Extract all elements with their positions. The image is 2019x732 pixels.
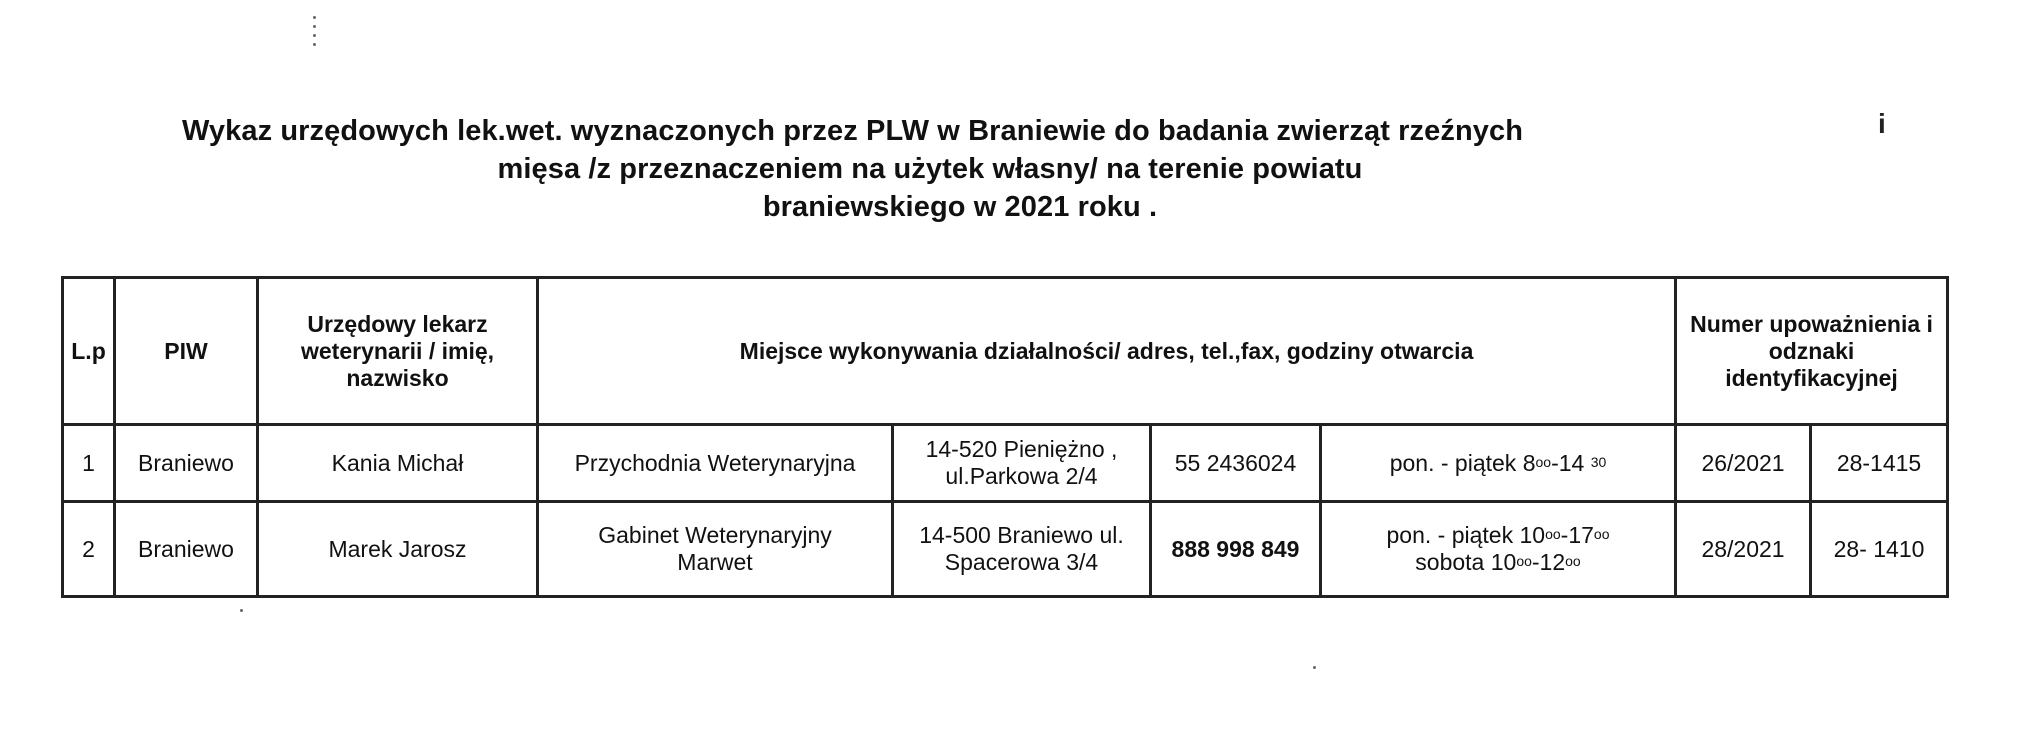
hours-superscript-end: 30 — [1590, 453, 1607, 470]
header-piw: PIW — [115, 278, 258, 425]
hours-line-2-start: sobota 10 — [1415, 549, 1517, 575]
hours-line-2-end: -12 — [1531, 549, 1566, 575]
title-line-3: braniewskiego w 2021 roku . — [762, 191, 1158, 223]
cell-piw: Braniewo — [115, 502, 258, 597]
hours-separator: -14 — [1551, 449, 1591, 476]
vets-table — [61, 276, 1949, 598]
clinic-line-2: Marwet — [677, 549, 753, 575]
cell-doctor: Marek Jarosz — [258, 502, 538, 597]
header-number: Numer upoważnienia i odznaki identyfikacyjnej — [1676, 278, 1948, 425]
clinic-line-1: Gabinet Weterynaryjny — [598, 522, 832, 548]
cell-hours — [1321, 425, 1676, 502]
cell-lp: 1 — [63, 425, 115, 502]
document-title — [181, 112, 1730, 226]
hours-line-1-superscript-end: oo — [1593, 526, 1610, 542]
cell-badge: 28-1415 — [1811, 425, 1948, 502]
header-lp: L.p — [63, 278, 115, 425]
vets-table-wrapper — [61, 276, 1946, 598]
scan-dot — [240, 609, 243, 612]
cell-piw: Braniewo — [115, 425, 258, 502]
cell-clinic — [538, 502, 893, 597]
hours-line-1 — [1328, 522, 1668, 549]
cell-lp: 2 — [63, 502, 115, 597]
hours-line-1-end: -17 — [1560, 522, 1594, 548]
cell-phone: 888 998 849 — [1151, 502, 1321, 597]
hours-superscript-start: oo — [1535, 453, 1552, 470]
header-place: Miejsce wykonywania działalności/ adres, tel.,fax, godziny otwarcia — [538, 278, 1676, 425]
cell-badge: 28- 1410 — [1811, 502, 1948, 597]
title-line-1: Wykaz urzędowych lek.wet. wyznaczonych przez PLW w Braniewie do badania zwierząt rzeźnych — [181, 115, 1524, 147]
header-doctor: Urzędowy lekarz weterynarii / imię, nazwisko — [258, 278, 538, 425]
hours-text: pon. - piątek 8 — [1389, 449, 1536, 476]
scan-dot — [1313, 666, 1316, 669]
hours-line-2-superscript-end: oo — [1565, 553, 1581, 569]
hours-line-2-superscript-start: oo — [1516, 553, 1532, 569]
table-header-row — [63, 278, 1948, 425]
address-line-2: ul.Parkowa 2/4 — [945, 463, 1098, 489]
stray-mark: i — [1878, 108, 1886, 139]
address-line-1: 14-520 Pieniężno , — [925, 436, 1118, 462]
title-line-2: mięsa /z przeznaczeniem na użytek własny/ na terenie powiatu — [497, 153, 1363, 185]
cell-phone: 55 2436024 — [1151, 425, 1321, 502]
table-row — [63, 425, 1948, 502]
table-row — [63, 502, 1948, 597]
hours-line-1-superscript-start: oo — [1545, 526, 1561, 542]
cell-doctor: Kania Michał — [258, 425, 538, 502]
cell-hours — [1321, 502, 1676, 597]
cell-address — [893, 502, 1151, 597]
cell-clinic: Przychodnia Weterynaryjna — [538, 425, 893, 502]
cell-authorization: 28/2021 — [1676, 502, 1811, 597]
address-line-2: Spacerowa 3/4 — [944, 549, 1099, 575]
address-line-1: 14-500 Braniewo ul. — [919, 522, 1124, 548]
cell-address — [893, 425, 1151, 502]
cell-authorization: 26/2021 — [1676, 425, 1811, 502]
scan-artifact — [313, 16, 319, 58]
hours-line-1-start: pon. - piątek 10 — [1386, 522, 1546, 548]
hours-line-2 — [1328, 549, 1668, 576]
